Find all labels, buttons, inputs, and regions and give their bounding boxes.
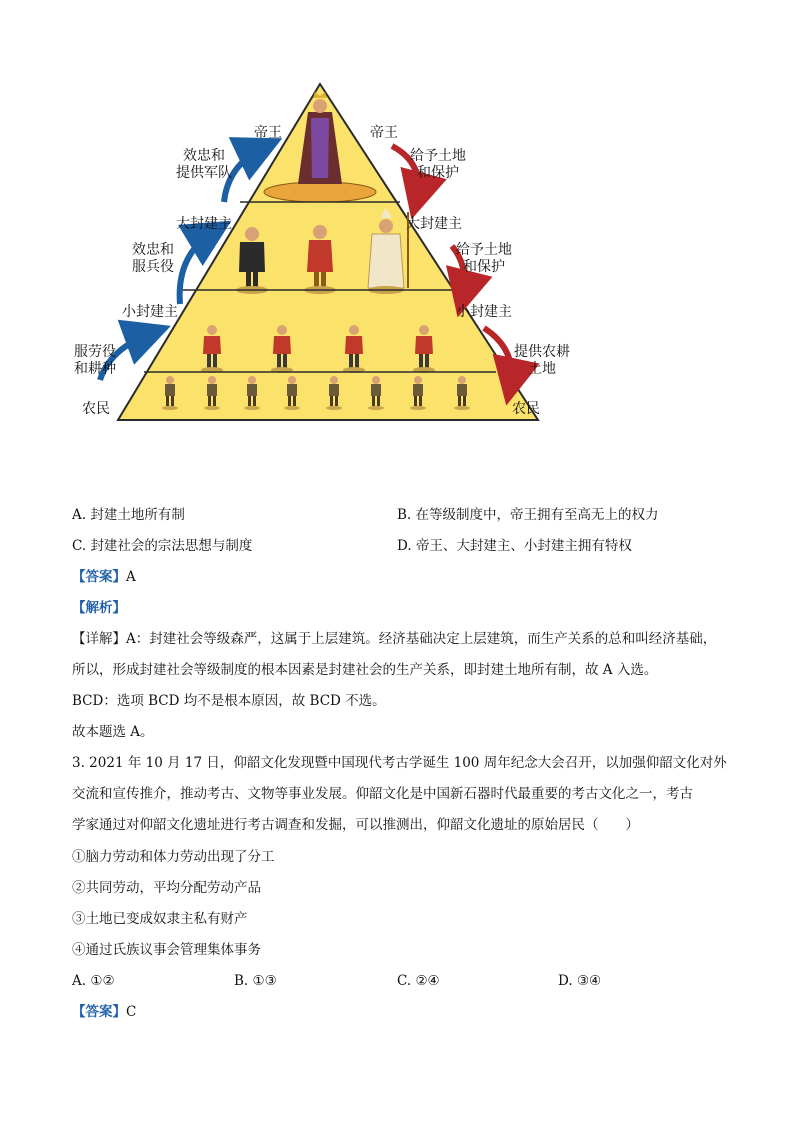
q3-item-1: ①脑力劳动和体力劳动出现了分工 bbox=[72, 849, 275, 865]
label-loyalty-service: 效忠和 服兵役 bbox=[132, 242, 174, 275]
label-right-peasant: 农民 bbox=[512, 401, 540, 417]
label-land-protect-1: 给予土地 和保护 bbox=[410, 148, 466, 181]
q3-stem-line-2: 交流和宣传推介，推动考古、文物等事业发展。仰韶文化是中国新石器时代最重要的考古文化之一，考古 bbox=[72, 786, 693, 802]
label-left-king: 帝王 bbox=[254, 125, 282, 141]
label-right-small-lord: 小封建主 bbox=[456, 304, 512, 320]
q3-option-b: B. ①③ bbox=[234, 973, 277, 989]
label-provide-farm: 提供农耕 土地 bbox=[514, 344, 570, 377]
label-land-protect-2: 给予土地 和保护 bbox=[456, 242, 512, 275]
q3-item-2: ②共同劳动，平均分配劳动产品 bbox=[72, 880, 261, 896]
answer-tag: 【答案】 bbox=[72, 569, 126, 585]
q2-option-c: C. 封建社会的宗法思想与制度 bbox=[72, 538, 253, 554]
q3-stem-line-1: 3. 2021 年 10 月 17 日，仰韶文化发现暨中国现代考古学诞生 100 周年纪念大会召开，以加强仰韶文化对外 bbox=[72, 755, 727, 771]
q3-item-4: ④通过氏族议事会管理集体事务 bbox=[72, 942, 261, 958]
label-left-small-lord: 小封建主 bbox=[122, 304, 178, 320]
q2-analysis-heading bbox=[72, 598, 126, 618]
label-left-great-lord: 大封建主 bbox=[176, 216, 232, 232]
q2-detail-line-1: 【详解】A：封建社会等级森严，这属于上层建筑。经济基础决定上层建筑，而生产关系的总和叫经济基础， bbox=[72, 631, 717, 647]
q2-detail-line-2: 所以，形成封建社会等级制度的根本因素是封建社会的生产关系，即封建土地所有制，故 A 入选。 bbox=[72, 662, 658, 678]
q2-detail-line-3: BCD：选项 BCD 均不是根本原因，故 BCD 不选。 bbox=[72, 693, 386, 709]
label-right-king: 帝王 bbox=[370, 125, 398, 141]
answer-tag: 【答案】 bbox=[72, 1004, 126, 1020]
q2-option-d: D. 帝王、大封建主、小封建主拥有特权 bbox=[397, 538, 632, 554]
king-platform bbox=[264, 182, 376, 202]
label-right-great-lord: 大封建主 bbox=[406, 216, 462, 232]
q2-answer: 【答案】A bbox=[72, 569, 136, 585]
q3-option-c: C. ②④ bbox=[397, 973, 440, 989]
analysis-tag: 【解析】 bbox=[72, 600, 126, 616]
king-figure bbox=[298, 92, 342, 184]
q3-answer: 【答案】C bbox=[72, 1004, 137, 1020]
label-loyalty-army: 效忠和 提供军队 bbox=[176, 148, 232, 181]
q2-conclusion: 故本题选 A。 bbox=[72, 724, 154, 740]
feudal-pyramid-figure bbox=[70, 78, 580, 428]
q2-option-a: A. 封建土地所有制 bbox=[72, 507, 185, 523]
q3-option-a: A. ①② bbox=[72, 973, 115, 989]
label-left-peasant: 农民 bbox=[82, 401, 110, 417]
detail-tag: 【详解】 bbox=[72, 631, 126, 647]
q3-item-3: ③土地已变成奴隶主私有财产 bbox=[72, 911, 248, 927]
q3-option-d: D. ③④ bbox=[558, 973, 602, 989]
label-labor-farm: 服劳役 和耕种 bbox=[74, 344, 116, 377]
q3-stem-line-3: 学家通过对仰韶文化遗址进行考古调查和发掘，可以推测出，仰韶文化遗址的原始居民（ ） bbox=[72, 817, 639, 833]
q2-option-b: B. 在等级制度中，帝王拥有至高无上的权力 bbox=[397, 507, 659, 523]
